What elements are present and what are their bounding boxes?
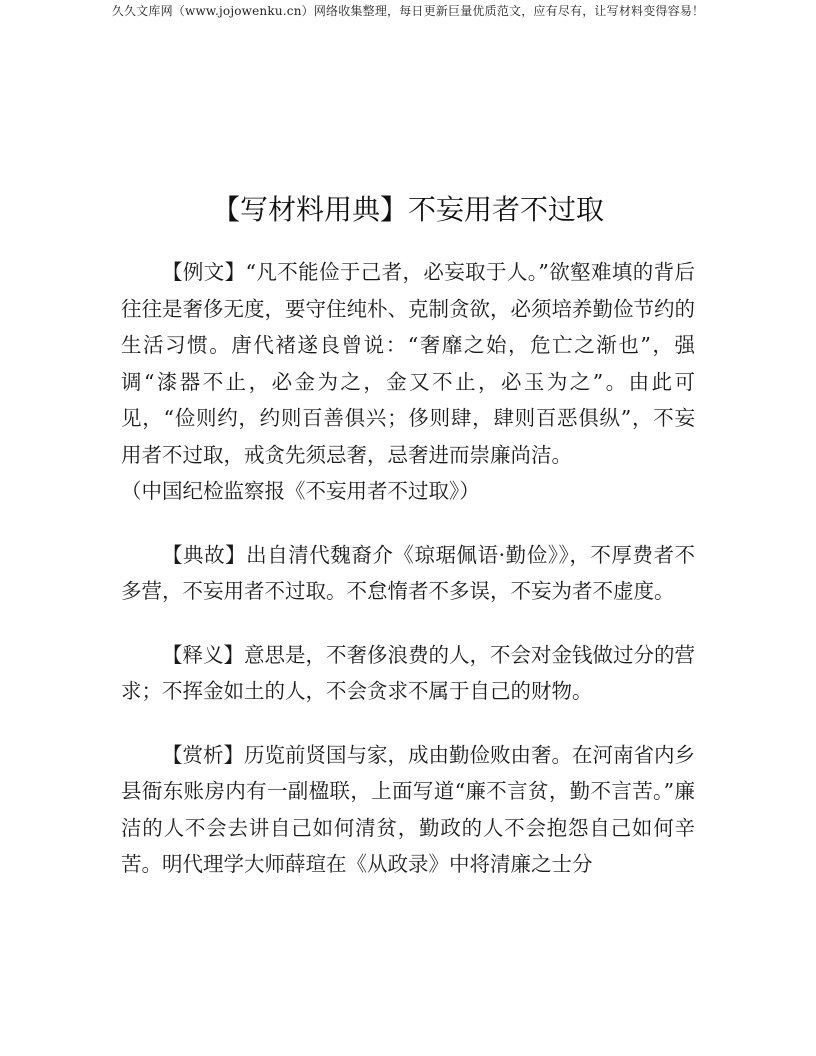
paragraph-text: 历览前贤国与家，成由勤俭败由奢。在河南省内乡县衙东账房内有一副楹联，上面写道“廉不言贫，勤不言苦。”廉洁的人不会去讲自己如何清贫，勤政的人不会抱怨自己如何辛苦。明代理学大师薛瑄在《从政录》中将清廉之士分 — [121, 742, 695, 876]
paragraph-tag: 【释义】 — [162, 642, 244, 667]
paragraph-appreciation — [121, 737, 695, 883]
paragraph-meaning — [121, 637, 695, 710]
site-header-note: 久久文库网（www.jojowenku.cn）网络收集整理，每日更新巨量优质范文，应有尽有，让写材料变得容易！ — [111, 4, 705, 18]
paragraph-tag: 【典故】 — [162, 542, 247, 567]
paragraph-text: “凡不能俭于己者，必妄取于人。”欲壑难填的背后往往是奢侈无度，要守住纯朴、克制贪欲，必须培养勤俭节约的生活习惯。唐代褚遂良曾说：“奢靡之始，危亡之渐也”，强调“漆器不止，必金为之，金又不止，必玉为之”。由此可见，“俭则约，约则百善俱兴；侈则肆，肆则百恶俱纵”，不妄用者不过取，戒贪先须忌奢，忌奢进而崇廉尚洁。 — [121, 260, 696, 467]
paragraph-text: 意思是，不奢侈浪费的人，不会对金钱做过分的营求；不挥金如土的人，不会贪求不属于自己的财物。 — [121, 642, 695, 703]
paragraph-example — [121, 254, 695, 510]
paragraph-allusion — [121, 537, 695, 610]
paragraph-tag: 【例文】 — [162, 260, 246, 284]
source-citation: （中国纪检监察报《不妄用者不过取》） — [121, 479, 480, 503]
document-title: 【写材料用典】不妄用者不过取 — [211, 193, 604, 226]
paragraph-tag: 【赏析】 — [162, 742, 244, 767]
paragraph-text: 出自清代魏裔介《琼琚佩语·勤俭》》，不厚费者不多营，不妄用者不过取。不怠惰者不多误，不妄为者不虚度。 — [121, 542, 696, 603]
document-body — [121, 254, 695, 910]
